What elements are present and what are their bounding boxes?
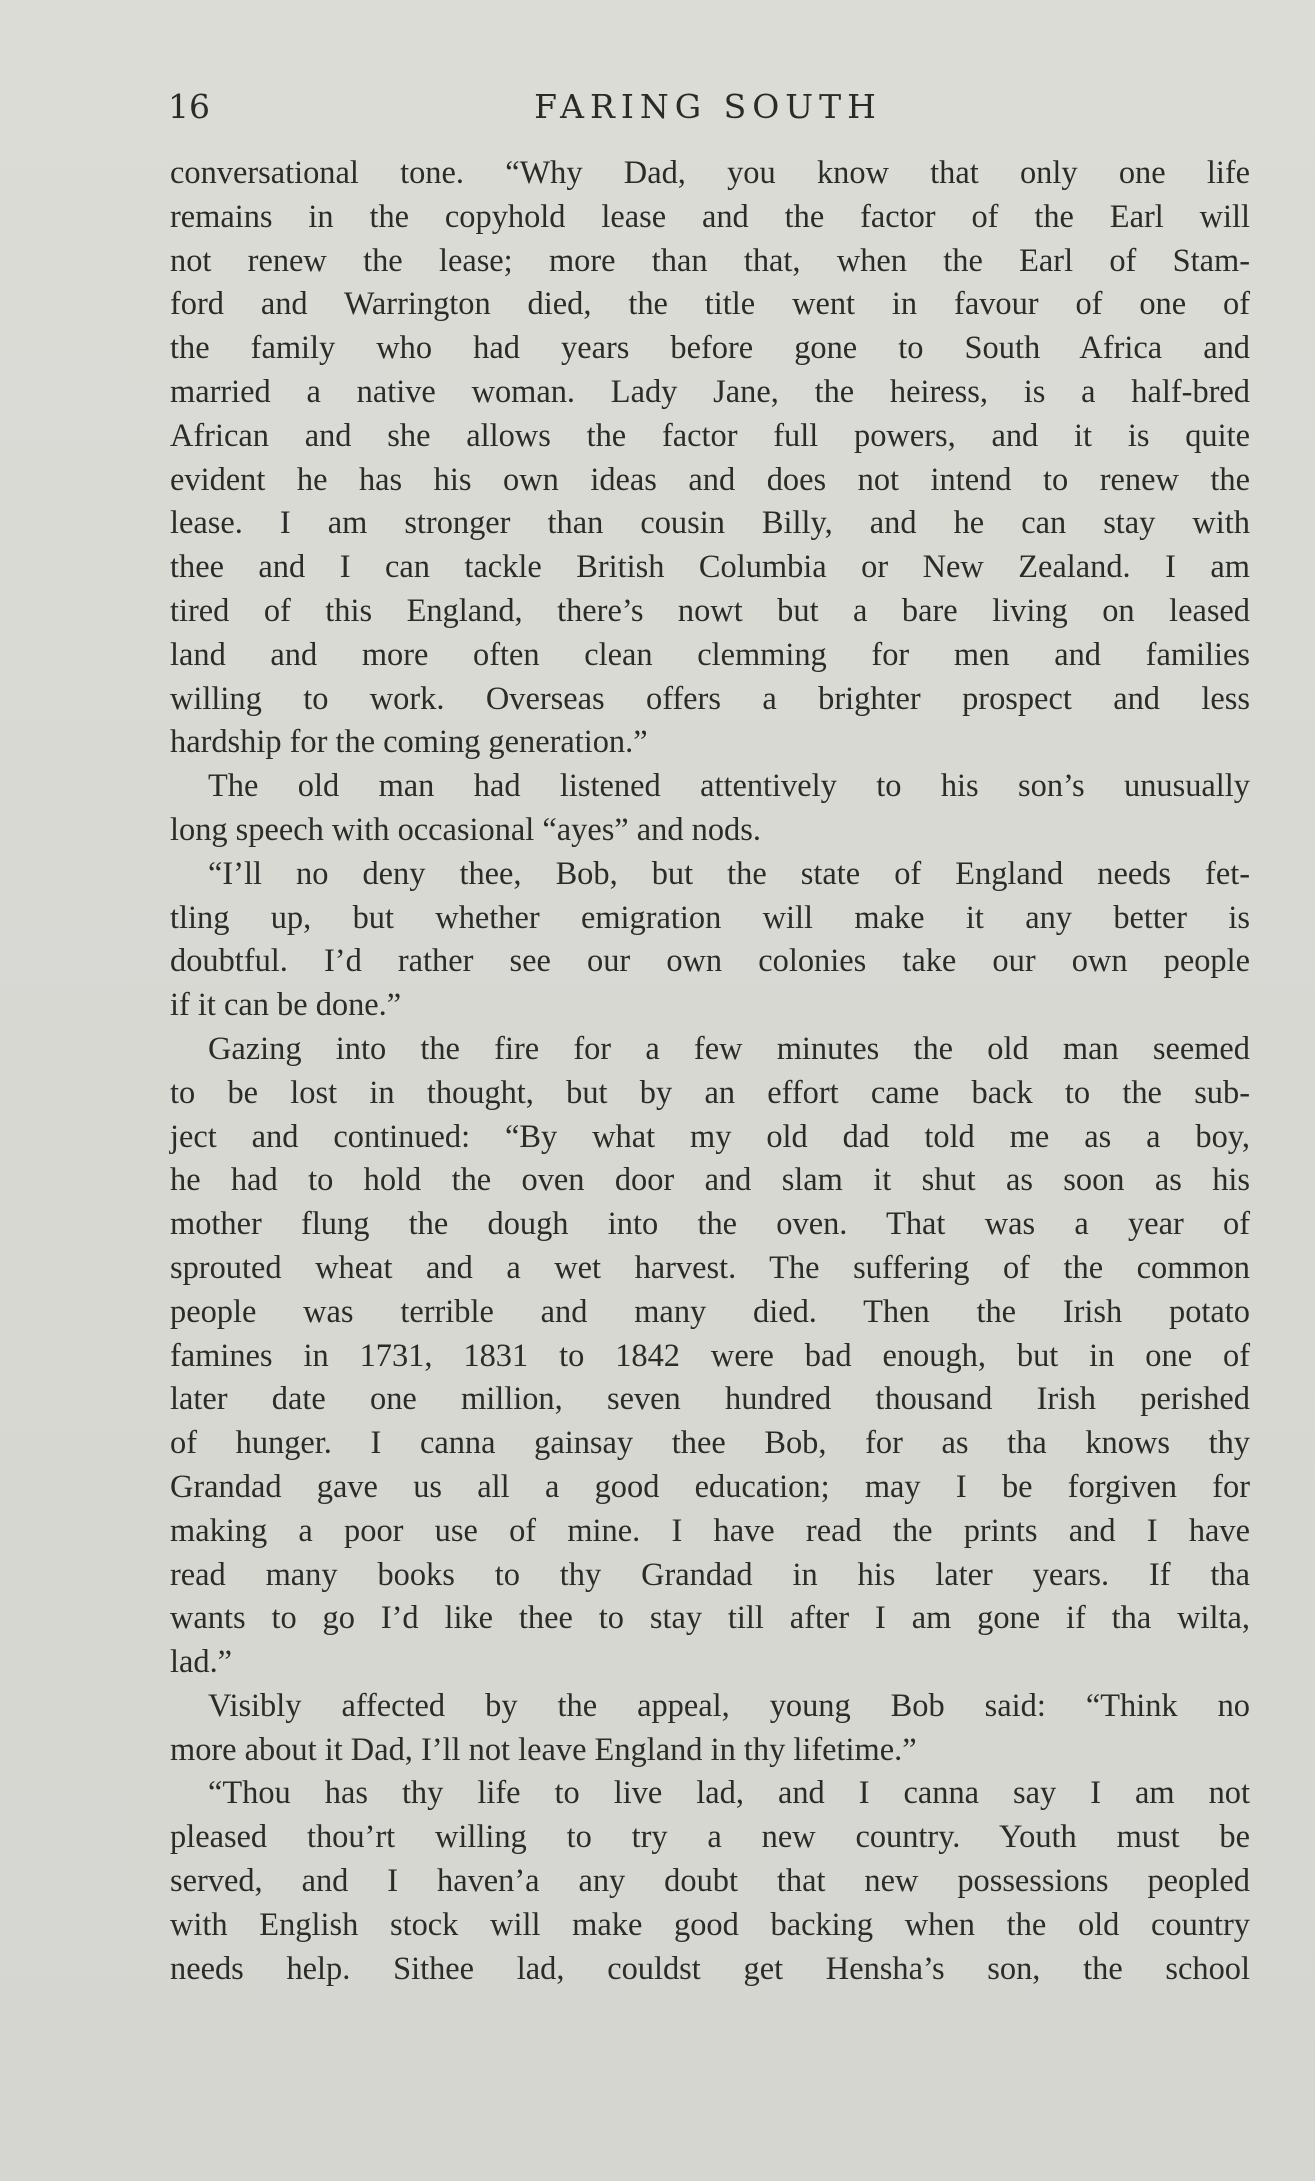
text-line: ford and Warrington died, the title went in favour of one of	[170, 286, 1250, 323]
text-line: ject and continued: “By what my old dad told me as a boy,	[170, 1118, 1250, 1155]
text-line: not renew the lease; more than that, when the Earl of Stam-	[170, 242, 1250, 279]
text-line: lad.”	[170, 1644, 233, 1681]
text-line: served, and I haven’a any doubt that new possessions peopled	[170, 1863, 1250, 1900]
text-line: The old man had listened attentively to his son’s unusually	[208, 768, 1250, 805]
text-line: doubtful. I’d rather see our own colonies take our own people	[170, 943, 1250, 980]
text-line: Visibly affected by the appeal, young Bob said: “Think no	[208, 1687, 1250, 1724]
text-line: Gazing into the fire for a few minutes the old man seemed	[208, 1030, 1250, 1067]
text-line: African and she allows the factor full powers, and it is quite	[170, 417, 1250, 454]
text-line: sprouted wheat and a wet harvest. The suffering of the common	[170, 1249, 1250, 1286]
text-line: married a native woman. Lady Jane, the heiress, is a half-bred	[170, 373, 1250, 410]
text-line: evident he has his own ideas and does not intend to renew the	[170, 461, 1250, 498]
text-line: read many books to thy Grandad in his later years. If tha	[170, 1556, 1250, 1593]
text-line: willing to work. Overseas offers a brighter prospect and less	[170, 680, 1250, 717]
text-line: remains in the copyhold lease and the factor of the Earl will	[170, 198, 1250, 235]
text-line: to be lost in thought, but by an effort came back to the sub-	[170, 1074, 1250, 1111]
text-line: “I’ll no deny thee, Bob, but the state of England needs fet-	[208, 855, 1250, 892]
text-line: with English stock will make good backing when the old country	[170, 1906, 1250, 1943]
text-line: “Thou has thy life to live lad, and I canna say I am not	[208, 1775, 1250, 1812]
text-line: of hunger. I canna gainsay thee Bob, for as tha knows thy	[170, 1425, 1250, 1462]
text-line: if it can be done.”	[170, 987, 402, 1024]
text-line: needs help. Sithee lad, couldst get Hensha’s son, the school	[170, 1950, 1250, 1987]
text-line: wants to go I’d like thee to stay till after I am gone if tha wilta,	[170, 1600, 1250, 1637]
text-line: tired of this England, there’s nowt but a bare living on leased	[170, 592, 1250, 629]
text-line: Grandad gave us all a good education; may I be forgiven for	[170, 1468, 1250, 1505]
text-line: the family who had years before gone to South Africa and	[170, 330, 1250, 367]
text-line: famines in 1731, 1831 to 1842 were bad enough, but in one of	[170, 1337, 1250, 1374]
text-line: people was terrible and many died. Then the Irish potato	[170, 1293, 1250, 1330]
text-line: more about it Dad, I’ll not leave England in thy lifetime.”	[170, 1731, 917, 1768]
body-text	[170, 152, 1250, 1991]
page-number: 16	[168, 87, 210, 126]
text-line: mother flung the dough into the oven. That was a year of	[170, 1206, 1250, 1243]
text-line: conversational tone. “Why Dad, you know that only one life	[170, 155, 1250, 191]
text-line: lease. I am stronger than cousin Billy, and he can stay with	[170, 505, 1250, 542]
text-line: making a poor use of mine. I have read the prints and I have	[170, 1512, 1250, 1549]
text-line: land and more often clean clemming for men and families	[170, 636, 1250, 673]
text-line: he had to hold the oven door and slam it shut as soon as his	[170, 1162, 1250, 1199]
text-line: long speech with occasional “ayes” and nods.	[170, 811, 761, 848]
text-line: hardship for the coming generation.”	[170, 724, 648, 761]
text-line: pleased thou’rt willing to try a new country. Youth must be	[170, 1819, 1250, 1856]
running-head: FARING SOUTH	[534, 87, 882, 126]
page-header	[168, 82, 1248, 132]
text-line: later date one million, seven hundred thousand Irish perished	[170, 1381, 1250, 1418]
text-line: thee and I can tackle British Columbia or New Zealand. I am	[170, 549, 1250, 586]
text-line: tling up, but whether emigration will make it any better is	[170, 899, 1250, 936]
